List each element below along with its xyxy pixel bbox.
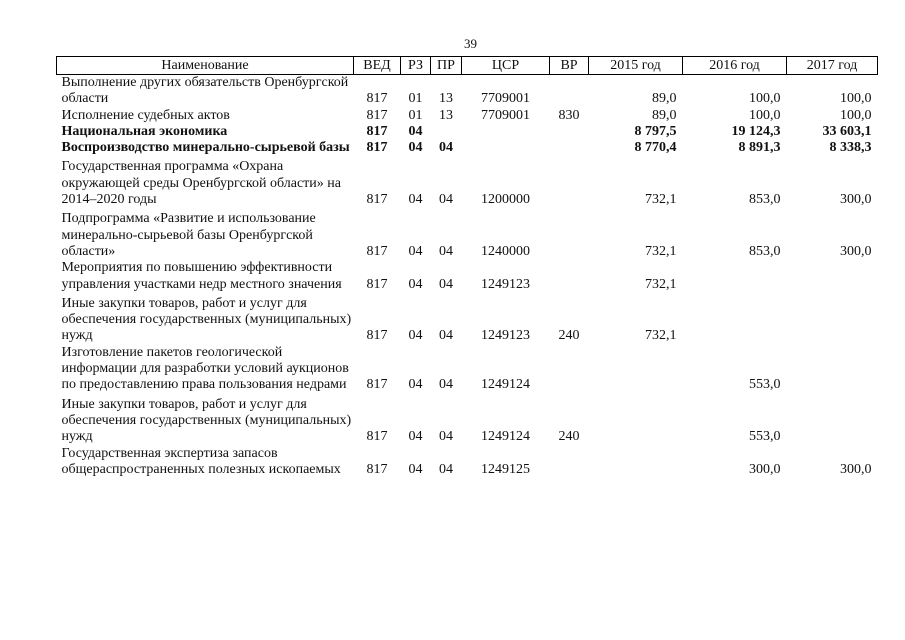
row-rz: 04 bbox=[408, 377, 423, 393]
row-value-2016: 19 124,3 bbox=[731, 123, 781, 139]
row-value-2015: 732,1 bbox=[645, 276, 677, 292]
row-name: Исполнение судебных актов bbox=[61, 107, 230, 123]
row-name: Государственная программа «Охрана окружающей среды Оренбургской области» на 2014–2020 годы bbox=[61, 159, 341, 208]
row-value-2017 bbox=[787, 345, 878, 394]
row-vr bbox=[550, 124, 589, 140]
row-value-2015: 89,0 bbox=[652, 91, 677, 107]
row-name: Государственная экспертиза запасов общераспространенных полезных ископаемых bbox=[61, 445, 341, 477]
table-row bbox=[57, 108, 878, 124]
row-name: Воспроизводство минерально-сырьевой базы bbox=[61, 140, 350, 156]
row-rz: 01 bbox=[408, 91, 423, 107]
row-value-2017: 100,0 bbox=[840, 91, 872, 107]
row-ved: 817 bbox=[366, 140, 388, 156]
row-pr: 04 bbox=[439, 140, 453, 156]
page-number: 39 bbox=[464, 36, 477, 51]
table-row bbox=[57, 124, 878, 140]
budget-table bbox=[56, 56, 878, 478]
row-rz: 04 bbox=[408, 243, 423, 259]
row-ved: 817 bbox=[366, 328, 388, 344]
row-csr: 7709001 bbox=[481, 91, 530, 107]
column-header-vr: ВР bbox=[550, 57, 589, 75]
row-rz: 04 bbox=[408, 123, 423, 139]
row-csr: 1240000 bbox=[481, 243, 530, 259]
row-name: Изготовление пакетов геологической информации для разработки условий аукционов по предоставлению права пользования недрами bbox=[61, 344, 349, 393]
row-ved: 817 bbox=[366, 192, 388, 208]
row-csr: 1249125 bbox=[481, 461, 530, 477]
row-value-2017 bbox=[787, 394, 878, 446]
row-value-2016: 100,0 bbox=[749, 91, 781, 107]
row-value-2016 bbox=[683, 260, 787, 293]
row-vr bbox=[550, 446, 589, 479]
table-row bbox=[57, 345, 878, 394]
row-vr bbox=[550, 345, 589, 394]
row-csr: 1200000 bbox=[481, 192, 530, 208]
row-rz: 04 bbox=[408, 328, 423, 344]
row-value-2016: 8 891,3 bbox=[738, 140, 781, 156]
row-csr: 1249124 bbox=[481, 377, 530, 393]
row-vr: 830 bbox=[558, 107, 580, 123]
row-ved: 817 bbox=[366, 276, 388, 292]
column-header-2017: 2017 год bbox=[787, 57, 878, 75]
row-value-2016: 553,0 bbox=[749, 429, 781, 445]
table-row bbox=[57, 446, 878, 479]
table-header-row bbox=[57, 57, 878, 75]
row-pr: 04 bbox=[439, 276, 453, 292]
row-value-2017: 300,0 bbox=[840, 192, 872, 208]
row-csr: 1249123 bbox=[481, 276, 530, 292]
row-value-2015: 732,1 bbox=[645, 328, 677, 344]
row-value-2016 bbox=[683, 293, 787, 345]
table-row bbox=[57, 208, 878, 260]
row-vr bbox=[550, 140, 589, 156]
row-vr bbox=[550, 75, 589, 108]
row-value-2017: 300,0 bbox=[840, 461, 872, 477]
row-value-2016: 853,0 bbox=[749, 243, 781, 259]
column-header-name: Наименование bbox=[57, 57, 354, 75]
row-pr bbox=[431, 124, 462, 140]
row-ved: 817 bbox=[366, 429, 388, 445]
row-value-2017: 300,0 bbox=[840, 243, 872, 259]
row-value-2016: 100,0 bbox=[749, 107, 781, 123]
row-csr: 7709001 bbox=[481, 107, 530, 123]
row-value-2016: 553,0 bbox=[749, 377, 781, 393]
table-row bbox=[57, 75, 878, 108]
row-vr bbox=[550, 208, 589, 260]
row-value-2015: 8 770,4 bbox=[634, 140, 677, 156]
row-rz: 04 bbox=[408, 140, 423, 156]
row-pr: 04 bbox=[439, 429, 453, 445]
row-pr: 04 bbox=[439, 192, 453, 208]
row-pr: 13 bbox=[439, 107, 453, 123]
table-row bbox=[57, 156, 878, 208]
row-pr: 04 bbox=[439, 461, 453, 477]
row-pr: 04 bbox=[439, 328, 453, 344]
row-value-2017: 8 338,3 bbox=[829, 140, 872, 156]
column-header-rz: РЗ bbox=[401, 57, 431, 75]
row-value-2016: 300,0 bbox=[749, 461, 781, 477]
row-ved: 817 bbox=[366, 107, 388, 123]
row-value-2015: 89,0 bbox=[652, 107, 677, 123]
row-name: Выполнение других обязательств Оренбургской области bbox=[61, 75, 349, 107]
row-value-2015: 8 797,5 bbox=[634, 123, 677, 139]
row-csr bbox=[462, 124, 550, 140]
row-ved: 817 bbox=[366, 377, 388, 393]
row-name: Иные закупки товаров, работ и услуг для обеспечения государственных (муниципальных) нужд bbox=[61, 396, 352, 445]
row-rz: 04 bbox=[408, 429, 423, 445]
row-vr: 240 bbox=[558, 429, 580, 445]
column-header-2016: 2016 год bbox=[683, 57, 787, 75]
row-rz: 04 bbox=[408, 192, 423, 208]
table-row bbox=[57, 293, 878, 345]
table-row bbox=[57, 260, 878, 293]
row-value-2015: 732,1 bbox=[645, 243, 677, 259]
row-value-2017: 33 603,1 bbox=[822, 123, 872, 139]
row-name: Национальная экономика bbox=[61, 123, 228, 139]
column-header-csr: ЦСР bbox=[462, 57, 550, 75]
row-value-2015 bbox=[589, 446, 683, 479]
row-vr: 240 bbox=[558, 328, 580, 344]
row-rz: 04 bbox=[408, 276, 423, 292]
row-ved: 817 bbox=[366, 123, 388, 139]
row-vr bbox=[550, 260, 589, 293]
row-value-2015 bbox=[589, 345, 683, 394]
row-value-2015: 732,1 bbox=[645, 192, 677, 208]
row-csr: 1249124 bbox=[481, 429, 530, 445]
row-rz: 01 bbox=[408, 107, 423, 123]
column-header-ved: ВЕД bbox=[354, 57, 401, 75]
row-pr: 04 bbox=[439, 243, 453, 259]
row-name: Иные закупки товаров, работ и услуг для обеспечения государственных (муниципальных) нужд bbox=[61, 295, 352, 344]
row-value-2017 bbox=[787, 260, 878, 293]
row-pr: 13 bbox=[439, 91, 453, 107]
row-name: Подпрограмма «Развитие и использование минерально-сырьевой базы Оренбургской области» bbox=[61, 211, 316, 259]
row-value-2016: 853,0 bbox=[749, 192, 781, 208]
row-pr: 04 bbox=[439, 377, 453, 393]
table-row bbox=[57, 394, 878, 446]
table-row bbox=[57, 140, 878, 156]
row-value-2017 bbox=[787, 293, 878, 345]
column-header-2015: 2015 год bbox=[589, 57, 683, 75]
row-ved: 817 bbox=[366, 243, 388, 259]
row-ved: 817 bbox=[366, 461, 388, 477]
row-value-2017: 100,0 bbox=[840, 107, 872, 123]
table-body bbox=[57, 75, 878, 479]
row-vr bbox=[550, 156, 589, 208]
row-name: Мероприятия по повышению эффективности управления участками недр местного значения bbox=[61, 260, 342, 292]
row-rz: 04 bbox=[408, 461, 423, 477]
row-csr bbox=[462, 140, 550, 156]
row-ved: 817 bbox=[366, 91, 388, 107]
row-value-2015 bbox=[589, 394, 683, 446]
row-csr: 1249123 bbox=[481, 328, 530, 344]
column-header-pr: ПР bbox=[431, 57, 462, 75]
